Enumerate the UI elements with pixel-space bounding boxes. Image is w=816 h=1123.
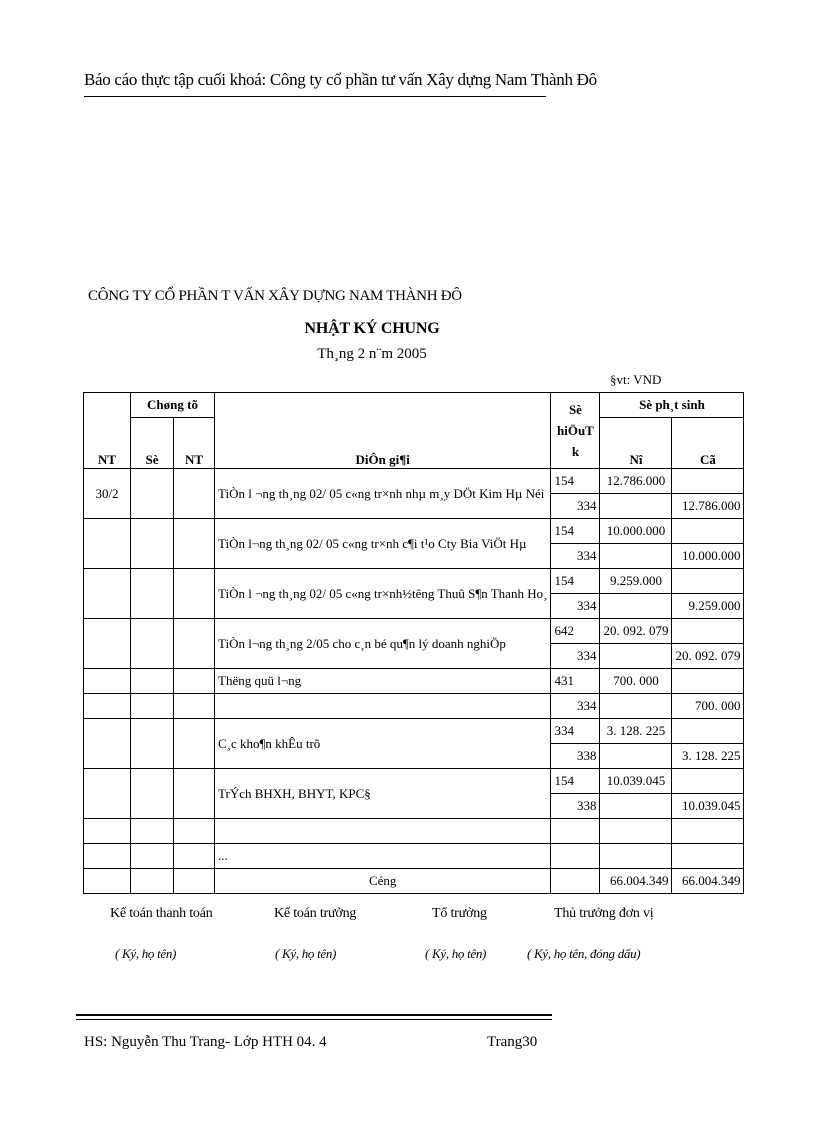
credit-account: 334 [551, 494, 600, 519]
entry-description: Thëng quü l¬ng [215, 669, 551, 694]
footer-rule-thick [76, 1014, 552, 1016]
credit-account: 334 [551, 644, 600, 669]
signature-accountant-note: ( Ký, họ tên) [115, 946, 177, 961]
entry-description: TiÒn l ¬ng th¸ng 02/ 05 c«ng tr×nh½têng Thuû S¶n Thanh Ho¸ [215, 569, 551, 619]
debit-amount: 10.000.000 [600, 519, 672, 544]
table-row [84, 569, 744, 594]
debit-amount: 700. 000 [600, 669, 672, 694]
signature-chief-accountant-note: ( Ký, họ tên) [275, 946, 337, 961]
debit-account: 334 [551, 719, 600, 744]
header-chung-tu: Chøng tõ [131, 393, 215, 418]
table-row [84, 719, 744, 744]
debit-amount: 10.039.045 [600, 769, 672, 794]
header-so-phat-sinh: Sè ph¸t sinh [600, 393, 744, 418]
total-debit: 66.004.349 [600, 869, 672, 894]
debit-amount: 12.786.000 [600, 469, 672, 494]
table-row [84, 469, 744, 494]
entry-description: TiÒn l¬ng th¸ng 02/ 05 c«ng tr×nh c¶i t¹o Cty Bia ViÖt Hµ [215, 519, 551, 569]
currency-unit: §vt: VND [610, 372, 662, 387]
footer-rule-thin [76, 1019, 552, 1020]
debit-amount: 9.259.000 [600, 569, 672, 594]
credit-amount: 10.000.000 [672, 544, 744, 569]
header-no: Nî [600, 418, 672, 469]
header-dien-giai: DiÔn gi¶i [215, 393, 551, 469]
debit-account: 154 [551, 769, 600, 794]
total-credit: 66.004.349 [672, 869, 744, 894]
entry-date: 30/2 [84, 469, 131, 519]
signature-team-leader-title: Tổ trưởng [432, 906, 487, 921]
company-name: CÔNG TY CỔ PHẦN T VẤN XÂY DỰNG NAM THÀNH ĐÔ [88, 288, 462, 304]
debit-account: 154 [551, 469, 600, 494]
credit-account: 334 [551, 694, 600, 719]
credit-account: 338 [551, 744, 600, 769]
debit-account: 431 [551, 669, 600, 694]
signature-chief-accountant-title: Kế toán trưởng [274, 906, 357, 921]
total-label: Céng [215, 869, 551, 894]
general-journal-table [83, 392, 744, 894]
credit-amount: 9.259.000 [672, 594, 744, 619]
debit-account: 154 [551, 569, 600, 594]
signature-director-note: ( Ký, họ tên, đóng dấu) [527, 946, 641, 961]
table-row [84, 769, 744, 794]
debit-amount: 3. 128. 225 [600, 719, 672, 744]
credit-amount: 10.039.045 [672, 794, 744, 819]
credit-account: 338 [551, 794, 600, 819]
header-underline [84, 96, 546, 97]
header-co: Cã [672, 418, 744, 469]
header-so-hieu-tk: Sè hiÖuT k [551, 393, 600, 469]
credit-amount: 12.786.000 [672, 494, 744, 519]
table-row [84, 694, 744, 719]
entry-description: TiÒn l ¬ng th¸ng 02/ 05 c«ng tr×nh nhµ m¸y DÖt Kim Hµ Néi [215, 469, 551, 519]
table-row [84, 669, 744, 694]
header-nt: NT [84, 393, 131, 469]
credit-account: 334 [551, 544, 600, 569]
debit-account: 642 [551, 619, 600, 644]
table-row [84, 819, 744, 844]
table-row [84, 619, 744, 644]
debit-amount: 20. 092. 079 [600, 619, 672, 644]
ellipsis: ... [215, 844, 551, 869]
signature-director-title: Thủ trưởng đơn vị [554, 906, 654, 921]
signature-accountant-title: Kế toán thanh toán [110, 906, 213, 921]
credit-account: 334 [551, 594, 600, 619]
debit-account: 154 [551, 519, 600, 544]
entry-description: TiÒn l¬ng th¸ng 2/05 cho c¸n bé qu¶n lý doanh nghiÖp [215, 619, 551, 669]
footer-page-number: Trang30 [487, 1034, 538, 1050]
signature-team-leader-note: ( Ký, họ tên) [425, 946, 487, 961]
credit-amount: 3. 128. 225 [672, 744, 744, 769]
report-header: Báo cáo thực tập cuối khoá: Công ty cổ phần tư vấn Xây dựng Nam Thành Đô [84, 70, 597, 89]
credit-amount: 700. 000 [672, 694, 744, 719]
footer-student: HS: Nguyễn Thu Trang- Lớp HTH 04. 4 [84, 1034, 327, 1050]
table-row [84, 519, 744, 544]
document-title: NHẬT KÝ CHUNG [304, 320, 440, 337]
header-chung-tu-nt: NT [174, 418, 215, 469]
header-so: Sè [131, 418, 174, 469]
table-row [84, 844, 744, 869]
entry-description: TrÝch BHXH, BHYT, KPC§ [215, 769, 551, 819]
entry-description: C¸c kho¶n khÊu trõ [215, 719, 551, 769]
credit-amount: 20. 092. 079 [672, 644, 744, 669]
total-row [84, 869, 744, 894]
document-period: Th¸ng 2 n¨m 2005 [317, 346, 427, 362]
